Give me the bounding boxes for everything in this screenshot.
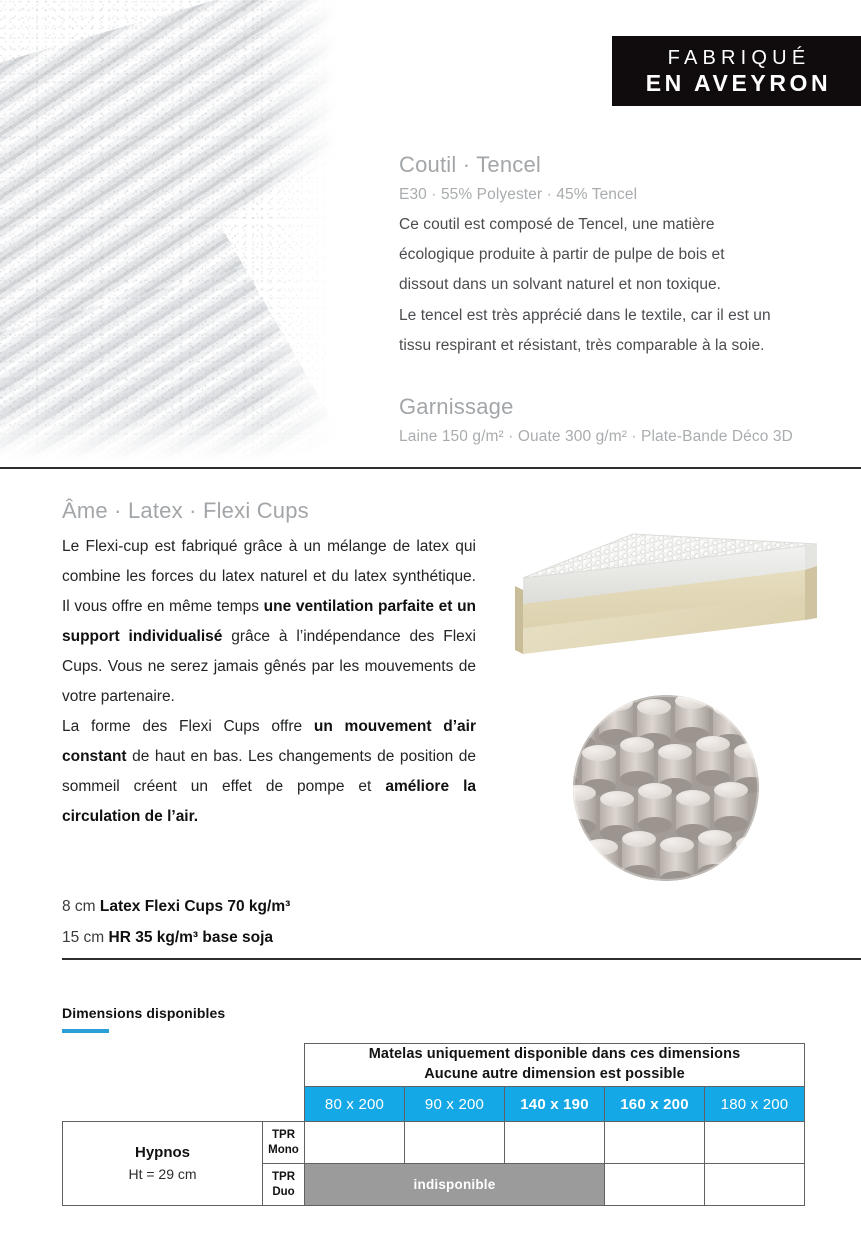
product-name: Hypnos [134, 1143, 190, 1161]
garnissage-heading: Garnissage [399, 394, 514, 419]
badge-line-fabrique: FABRIQUÉ [667, 47, 811, 70]
spacer-cell-product [63, 1044, 263, 1087]
flexi-cups-closeup [573, 695, 759, 881]
spec-latex-thickness: 8 cm [62, 898, 100, 915]
spacer-cell-type-2 [263, 1087, 305, 1122]
coutil-heading: Coutil · Tencel [399, 152, 541, 177]
ame-paragraph-1 [62, 532, 476, 712]
badge-line-en-aveyron: EN AVEYRON [645, 70, 832, 97]
coutil-line-2: écologique produite à partir de pulpe de bois et [399, 246, 725, 264]
type-cell-tpr-duo [263, 1164, 305, 1206]
spec-latex-desc: Latex Flexi Cups 70 kg/m³ [99, 898, 291, 915]
size-header-80x200[interactable]: 80 x 200 [305, 1087, 405, 1122]
cell-mono-180x200[interactable] [705, 1122, 805, 1164]
coutil-block [399, 150, 851, 361]
coutil-subheading: E30 · 55% Polyester · 45% Tencel [399, 185, 638, 203]
tpr-duo-line-1: TPR [272, 1171, 295, 1184]
coutil-line-5: tissu respirant et résistant, très comparable à la soie. [399, 336, 765, 354]
tpr-mono-line-2: Mono [268, 1143, 299, 1156]
table-size-header-row [63, 1087, 805, 1122]
product-cell-hypnos [63, 1122, 263, 1206]
dimensions-table [62, 1043, 804, 1206]
foam-block-illustration [505, 520, 845, 680]
cell-duo-160x200[interactable] [605, 1164, 705, 1206]
coutil-line-3: dissout dans un solvant naturel et non toxique. [399, 276, 722, 294]
garnissage-block [399, 392, 851, 452]
spec-hr-thickness: 15 cm [62, 929, 109, 946]
cell-mono-90x200[interactable] [405, 1122, 505, 1164]
section-divider-bottom [62, 958, 861, 960]
ame-p2-part-c: de haut en bas. Les changements de position de sommeil créent un effet de pompe et [62, 748, 476, 796]
core-specs [62, 891, 482, 953]
ame-p1-bold: une ventilation parfaite et un support individualisé [62, 597, 477, 645]
section-divider-top [0, 467, 861, 469]
size-header-160x200[interactable]: 160 x 200 [605, 1087, 705, 1122]
spec-line-hr [62, 922, 482, 953]
ame-paragraph-2 [62, 712, 476, 832]
cell-mono-80x200[interactable] [305, 1122, 405, 1164]
coutil-line-4: Le tencel est très apprécié dans le textile, car il est un [399, 306, 771, 324]
size-header-140x190[interactable]: 140 x 190 [505, 1087, 605, 1122]
tpr-mono-line-1: TPR [272, 1129, 295, 1142]
ame-p2-part-a: La forme des Flexi Cups offre [62, 718, 314, 736]
cell-duo-unavailable: indisponible [305, 1164, 605, 1206]
product-height: Ht = 29 cm [128, 1166, 197, 1183]
dimensions-notice-line-1: Matelas uniquement disponible dans ces dimensions [368, 1046, 741, 1063]
photo-fade-right [258, 0, 368, 467]
dimensions-notice [305, 1044, 805, 1087]
mattress-quilted-photo [0, 0, 368, 467]
photo-fade-bottom [0, 407, 368, 467]
dimensions-title: Dimensions disponibles [62, 1005, 226, 1021]
size-header-90x200[interactable]: 90 x 200 [405, 1087, 505, 1122]
cell-duo-180x200[interactable] [705, 1164, 805, 1206]
tpr-duo-line-2: Duo [272, 1185, 295, 1198]
size-header-180x200[interactable]: 180 x 200 [705, 1087, 805, 1122]
ame-p1-part-c: grâce à l’indépendance des Flexi Cups. Vous ne serez jamais gênés par les mouvements de votre partenaire. [62, 627, 476, 705]
ame-p1-part-a: Le Flexi-cup est fabriqué grâce à un mélange de latex qui combine les forces du latex naturel et du latex synthétique. Il vous offre en même temps [62, 537, 476, 615]
table-header-span-row [63, 1044, 805, 1087]
spec-line-latex [62, 891, 482, 922]
ame-block [62, 496, 476, 832]
cell-mono-160x200[interactable] [605, 1122, 705, 1164]
ame-p2-bold-1: un mouvement d’air constant [62, 718, 476, 766]
ame-heading: Âme · Latex · Flexi Cups [62, 498, 309, 523]
cell-mono-140x190[interactable] [505, 1122, 605, 1164]
dimensions-notice-line-2: Aucune autre dimension est possible [424, 1066, 685, 1082]
ame-p2-bold-2: améliore la circulation de l’air. [62, 778, 476, 826]
dimensions-title-underline [62, 1029, 109, 1033]
made-in-aveyron-badge [612, 36, 861, 106]
type-cell-tpr-mono [263, 1122, 305, 1164]
table-row [63, 1122, 805, 1164]
spacer-cell-product-2 [63, 1087, 263, 1122]
coutil-line-1: Ce coutil est composé de Tencel, une matière [399, 215, 715, 233]
spec-hr-desc: HR 35 kg/m³ base soja [108, 929, 274, 946]
top-section [0, 0, 861, 467]
spacer-cell-type [263, 1044, 305, 1087]
garnissage-subheading: Laine 150 g/m² · Ouate 300 g/m² · Plate-Bande Déco 3D [399, 427, 793, 445]
